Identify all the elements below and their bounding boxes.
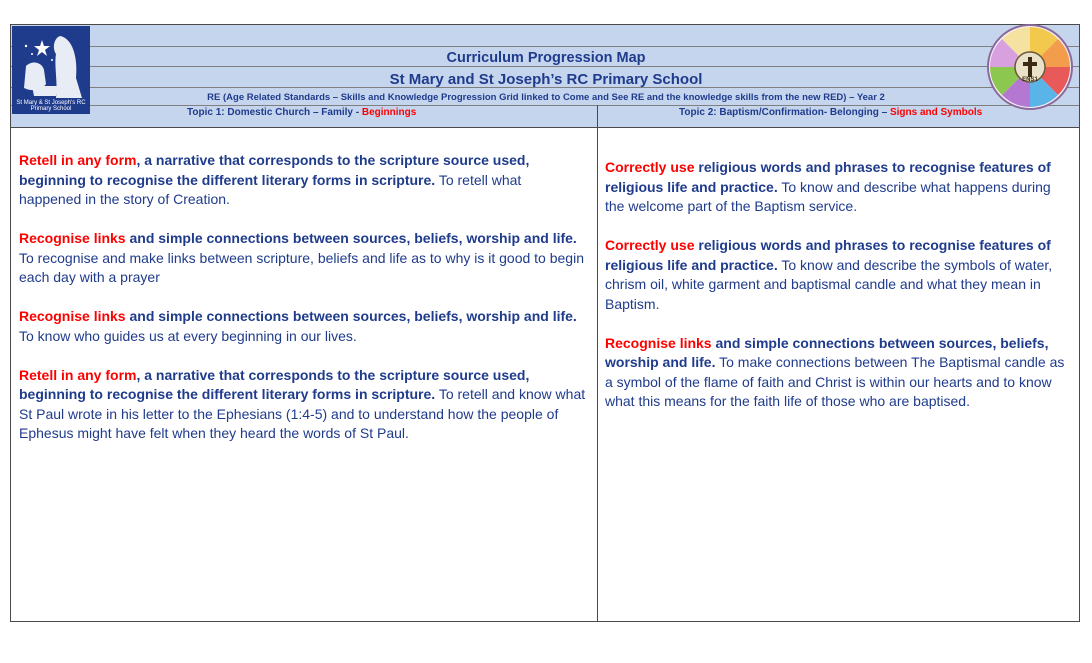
topic1-column bbox=[19, 128, 587, 463]
header-divider bbox=[11, 66, 1079, 67]
objective-standard: , a narrative that corresponds to the scripture source used, beginning to recognise the different literary forms in scripture. bbox=[19, 366, 530, 402]
logo-center-text: ENS1 bbox=[1022, 77, 1038, 83]
objective-paragraph bbox=[605, 236, 1071, 314]
objective-skill: Correctly use bbox=[605, 159, 695, 175]
objective-skill: Recognise links bbox=[19, 308, 126, 324]
topic1-heading bbox=[187, 107, 416, 118]
objective-skill: Retell in any form bbox=[19, 366, 137, 383]
objective-paragraph bbox=[605, 158, 1071, 217]
objective-skill: Recognise links bbox=[19, 230, 126, 246]
objective-paragraph bbox=[605, 334, 1071, 412]
objective-standard: and simple connections between sources, beliefs, worship and life. bbox=[605, 334, 1049, 370]
topic2-heading bbox=[679, 107, 982, 118]
progression-map-table bbox=[10, 24, 1080, 622]
logo-caption: St Mary & St Joseph's RC Primary School bbox=[16, 100, 86, 112]
objective-detail: To make connections between The Baptismal candle as a symbol of the flame of faith and Christ is within our hearts and to know what this means for the faith life of those who are baptised. bbox=[605, 354, 1065, 409]
objective-standard: religious words and phrases to recognise features of religious life and practice. bbox=[605, 159, 1051, 195]
topic1-prefix: Topic 1: Domestic Church – Family - bbox=[187, 107, 362, 118]
objective-paragraph bbox=[19, 151, 587, 210]
objective-detail: To retell and know what St Paul wrote in his letter to the Ephesians (1:4-5) and to understand how the people of Ephesus might have felt when they heard the words of St Paul. bbox=[19, 386, 586, 441]
objective-skill: Recognise links bbox=[605, 334, 712, 351]
objective-detail: To know and describe the symbols of water, chrism oil, white garment and baptismal candle and what they mean in Baptism. bbox=[605, 256, 1053, 312]
objective-paragraph bbox=[19, 366, 587, 444]
objective-standard: and simple connections between sources, beliefs, worship and life. bbox=[125, 308, 577, 324]
topic2-highlight: Signs and Symbols bbox=[889, 107, 983, 118]
objective-skill: Retell in any form bbox=[19, 152, 137, 168]
topic2-prefix: Topic 2: Baptism/Confirmation- Belonging – bbox=[679, 107, 890, 118]
objective-paragraph bbox=[19, 229, 587, 288]
header-band bbox=[11, 25, 1079, 128]
school-name: St Mary and St Joseph’s RC Primary School bbox=[389, 71, 703, 88]
objective-standard: and simple connections between sources, beliefs, worship and life. bbox=[125, 230, 577, 246]
header-divider bbox=[11, 46, 1079, 47]
objective-paragraph bbox=[19, 307, 587, 346]
header-divider bbox=[11, 105, 1079, 106]
grid-description: RE (Age Related Standards – Skills and Knowledge Progression Grid linked to Come and See RE and the knowledge skills from the new RED) – Year 2 bbox=[207, 92, 885, 103]
objective-detail: To know who guides us at every beginning in our lives. bbox=[19, 327, 357, 344]
page-title: Curriculum Progression Map bbox=[446, 50, 646, 66]
objective-standard: religious words and phrases to recognise features of religious life and practice. bbox=[605, 237, 1051, 273]
objective-detail: To know and describe what happens during the welcome part of the Baptism service. bbox=[605, 178, 1051, 214]
objective-skill: Correctly use bbox=[605, 237, 695, 253]
objective-standard: , a narrative that corresponds to the scripture source used, beginning to recognise the different literary forms in scripture. bbox=[19, 152, 530, 188]
column-divider bbox=[597, 105, 598, 621]
objective-detail: To recognise and make links between scripture, beliefs and life as to why is it good to begin each day with a prayer bbox=[19, 249, 584, 285]
topic2-column bbox=[605, 128, 1071, 431]
topic1-highlight: Beginnings bbox=[361, 107, 417, 118]
objective-detail: To retell what happened in the story of Creation. bbox=[19, 171, 522, 207]
